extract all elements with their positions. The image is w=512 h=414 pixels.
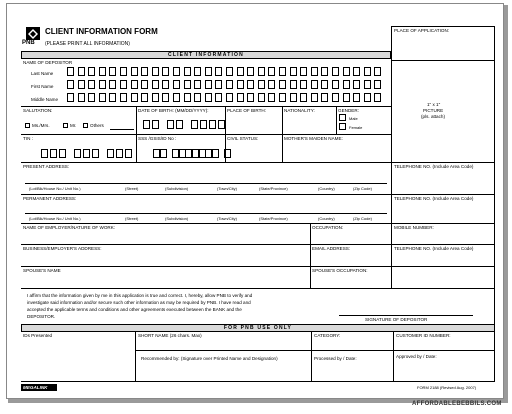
mothers-maiden-name-label: MOTHER'S MAIDEN NAME:	[284, 136, 343, 141]
char-box[interactable]	[152, 120, 159, 129]
form-subtitle: (PLEASE PRINT ALL INFORMATION)	[45, 41, 130, 47]
present-lot-hint: (Lot/Blk/House No./ Unit No.)	[29, 186, 81, 191]
gender-label: GENDER:	[338, 108, 359, 113]
char-box[interactable]	[173, 80, 180, 89]
form-number: FORM 2188 (Revised Aug. 2007)	[417, 385, 477, 390]
char-box[interactable]	[67, 67, 74, 76]
present-town-hint: (Town/City)	[217, 186, 238, 191]
char-box[interactable]	[173, 93, 180, 102]
char-box[interactable]	[343, 67, 350, 76]
char-box[interactable]	[109, 80, 116, 89]
char-box[interactable]	[152, 80, 159, 89]
email-address-label: EMAIL ADDRESS:	[312, 246, 351, 251]
char-box[interactable]	[353, 80, 360, 89]
char-box[interactable]	[258, 67, 265, 76]
char-box[interactable]	[300, 93, 307, 102]
gender-female-checkbox[interactable]	[339, 123, 346, 130]
char-box[interactable]	[268, 67, 275, 76]
salutation-ms-checkbox[interactable]	[25, 123, 30, 128]
char-box[interactable]	[88, 80, 95, 89]
form-page	[6, 3, 504, 399]
permanent-address-input[interactable]	[25, 213, 387, 214]
picture-label: PICTURE	[423, 108, 444, 113]
business-telephone-label: TELEPHONE NO. (Include Area Code)	[394, 246, 474, 251]
char-box[interactable]	[120, 80, 127, 89]
char-box[interactable]	[120, 67, 127, 76]
char-box[interactable]	[258, 80, 265, 89]
permanent-town-hint: (Town/City)	[217, 216, 238, 221]
signature-label: SIGNATURE OF DEPOSITOR	[365, 317, 428, 322]
char-box[interactable]	[237, 67, 244, 76]
affirmation-line-2: investigate said information and/or secure such other information as may be required by PNB. I have read and	[27, 300, 251, 305]
tin-label: TIN :	[23, 136, 33, 141]
present-address-label: PRESENT ADDRESS:	[23, 164, 70, 169]
char-box[interactable]	[226, 67, 233, 76]
gender-male-checkbox[interactable]	[339, 114, 346, 121]
char-box[interactable]	[125, 149, 132, 158]
char-box[interactable]	[141, 93, 148, 102]
char-box[interactable]	[247, 80, 254, 89]
char-box[interactable]	[99, 93, 106, 102]
spouse-name-label: SPOUSE'S NAME	[23, 268, 61, 273]
salutation-others-checkbox[interactable]	[83, 123, 88, 128]
char-box[interactable]	[332, 80, 339, 89]
char-box[interactable]	[152, 67, 159, 76]
recommended-by-label: Recommended by: (Signature over Printed Name and Designation)	[141, 356, 278, 361]
char-box[interactable]	[279, 80, 286, 89]
char-box[interactable]	[247, 67, 254, 76]
char-box[interactable]	[343, 93, 350, 102]
char-box[interactable]	[374, 67, 381, 76]
char-box[interactable]	[143, 120, 150, 129]
char-box[interactable]	[215, 80, 222, 89]
char-box[interactable]	[321, 67, 328, 76]
ids-presented-label: IDs Presented	[23, 333, 53, 338]
others-label: Others	[90, 123, 104, 128]
permanent-lot-hint: (Lot/Blk/House No./ Unit No.)	[29, 216, 81, 221]
affirmation-line-4: DEPOSITOR.	[27, 314, 56, 319]
salutation-label: SALUTATION:	[23, 108, 53, 113]
present-zip-hint: (Zip Code)	[353, 186, 372, 191]
char-box[interactable]	[311, 80, 318, 89]
megalink-logo	[21, 384, 57, 391]
others-field[interactable]	[110, 129, 134, 130]
business-address-label: BUSINESS/EMPLOYER'S ADDRESS:	[23, 246, 102, 251]
char-box[interactable]	[50, 149, 57, 158]
civil-status-label: CIVIL STATUS:	[227, 136, 259, 141]
char-box[interactable]	[268, 80, 275, 89]
char-box[interactable]	[300, 67, 307, 76]
char-box[interactable]	[184, 67, 191, 76]
spouse-occupation-label: SPOUSE'S OCCUPATION:	[312, 268, 368, 273]
char-box[interactable]	[364, 93, 371, 102]
present-street-hint: (Street)	[125, 186, 139, 191]
char-box[interactable]	[116, 149, 123, 158]
char-box[interactable]	[212, 149, 219, 158]
watermark-text: AFFORDABLEBEBBILS.COM	[412, 401, 502, 407]
char-box[interactable]	[237, 80, 244, 89]
char-box[interactable]	[88, 93, 95, 102]
section-client-information: CLIENT INFORMATION	[21, 51, 391, 59]
char-box[interactable]	[194, 93, 201, 102]
char-box[interactable]	[78, 93, 85, 102]
char-box[interactable]	[215, 67, 222, 76]
char-box[interactable]	[200, 120, 207, 129]
char-box[interactable]	[226, 93, 233, 102]
page-shadow-right	[504, 5, 508, 403]
permanent-state-hint: (State/Province)	[259, 216, 288, 221]
char-box[interactable]	[237, 93, 244, 102]
char-box[interactable]	[311, 93, 318, 102]
nationality-label: NATIONALITY:	[284, 108, 315, 113]
name-of-depositor-label: NAME OF DEPOSITOR	[23, 60, 73, 65]
affirmation-line-1: I affirm that the information given by me in this application is true and correct. I, hereby, allow PNB to verify and	[27, 293, 253, 298]
char-box[interactable]	[247, 93, 254, 102]
char-box[interactable]	[141, 80, 148, 89]
affirmation-line-3: accepted the applicable terms and conditions and other agreements executed between the BANK and the	[27, 307, 242, 312]
char-box[interactable]	[311, 67, 318, 76]
mr-label: Mr.	[70, 123, 77, 128]
char-box[interactable]	[109, 67, 116, 76]
char-box[interactable]	[353, 67, 360, 76]
processed-by-label: Processed by / Date:	[314, 356, 357, 361]
char-box[interactable]	[67, 93, 74, 102]
mobile-number-label: MOBILE NUMBER:	[394, 225, 434, 230]
char-box[interactable]	[92, 149, 99, 158]
char-box[interactable]	[279, 93, 286, 102]
char-box[interactable]	[160, 149, 167, 158]
present-subdivision-hint: (Subdivision)	[165, 186, 189, 191]
char-box[interactable]	[290, 80, 297, 89]
permanent-zip-hint: (Zip Code)	[353, 216, 372, 221]
char-box[interactable]	[152, 93, 159, 102]
picture-attach: (pls. attach)	[421, 114, 445, 119]
char-box[interactable]	[41, 149, 48, 158]
char-box[interactable]	[173, 67, 180, 76]
char-box[interactable]	[209, 120, 216, 129]
char-box[interactable]	[99, 67, 106, 76]
char-box[interactable]	[205, 93, 212, 102]
approved-by-label: Approved by / Date:	[396, 354, 437, 359]
char-box[interactable]	[83, 149, 90, 158]
present-telephone-label: TELEPHONE NO. (Include Area Code)	[394, 164, 474, 169]
form-title: CLIENT INFORMATION FORM	[45, 27, 158, 36]
male-label: Male	[349, 116, 358, 121]
char-box[interactable]	[107, 149, 114, 158]
char-box[interactable]	[99, 80, 106, 89]
char-box[interactable]	[332, 67, 339, 76]
char-box[interactable]	[374, 80, 381, 89]
char-box[interactable]	[78, 67, 85, 76]
char-box[interactable]	[176, 120, 183, 129]
place-of-application-label: PLACE OF APPLICATION:	[394, 28, 450, 33]
char-box[interactable]	[353, 93, 360, 102]
present-address-input[interactable]	[25, 183, 387, 184]
char-box[interactable]	[321, 80, 328, 89]
date-of-birth-label: DATE OF BIRTH: (MM/DD/YYYY):	[138, 108, 209, 113]
char-box[interactable]	[109, 93, 116, 102]
char-box[interactable]	[258, 93, 265, 102]
char-box[interactable]	[332, 93, 339, 102]
char-box[interactable]	[343, 80, 350, 89]
char-box[interactable]	[120, 93, 127, 102]
present-state-hint: (State/Province)	[259, 186, 288, 191]
char-box[interactable]	[218, 120, 225, 129]
char-box[interactable]	[290, 93, 297, 102]
char-box[interactable]	[141, 67, 148, 76]
short-name-label: SHORT NAME (26 chars. Max)	[138, 333, 202, 338]
char-box[interactable]	[74, 149, 81, 158]
char-box[interactable]	[194, 67, 201, 76]
char-box[interactable]	[162, 93, 169, 102]
char-box[interactable]	[364, 80, 371, 89]
sss-label: SSS /GSIS/ID No :	[138, 136, 177, 141]
female-label: Female	[349, 125, 363, 130]
char-box[interactable]	[59, 149, 66, 158]
char-box[interactable]	[194, 80, 201, 89]
char-box[interactable]	[215, 93, 222, 102]
char-box[interactable]	[131, 67, 138, 76]
employer-label: NAME OF EMPLOYER/NATURE OF WORK:	[23, 225, 116, 230]
last-name-label: Last Name	[31, 71, 54, 76]
char-box[interactable]	[300, 80, 307, 89]
char-box[interactable]	[67, 80, 74, 89]
logo-text: PNB	[22, 40, 35, 46]
salutation-mr-checkbox[interactable]	[63, 123, 68, 128]
char-box[interactable]	[205, 67, 212, 76]
char-box[interactable]	[364, 67, 371, 76]
place-of-birth-label: PLACE OF BIRTH:	[227, 108, 266, 113]
char-box[interactable]	[162, 67, 169, 76]
char-box[interactable]	[184, 93, 191, 102]
permanent-address-label: PERMANENT ADDRESS:	[23, 196, 77, 201]
section-pnb-use-only: FOR PNB USE ONLY	[21, 324, 495, 332]
present-country-hint: (Country)	[318, 186, 335, 191]
first-name-label: First Name	[31, 84, 54, 89]
char-box[interactable]	[191, 120, 198, 129]
char-box[interactable]	[374, 93, 381, 102]
customer-id-label: CUSTOMER ID NUMBER:	[396, 333, 451, 338]
char-box[interactable]	[184, 80, 191, 89]
char-box[interactable]	[88, 67, 95, 76]
char-box[interactable]	[131, 93, 138, 102]
char-box[interactable]	[268, 93, 275, 102]
char-box[interactable]	[131, 80, 138, 89]
permanent-country-hint: (Country)	[318, 216, 335, 221]
char-box[interactable]	[205, 80, 212, 89]
middle-name-label: Middle Name	[31, 97, 59, 102]
char-box[interactable]	[226, 80, 233, 89]
picture-size: 1" x 1"	[427, 102, 441, 107]
signature-line[interactable]	[339, 315, 473, 316]
megalink-text: MEGALINK	[23, 385, 48, 390]
char-box[interactable]	[78, 80, 85, 89]
permanent-subdivision-hint: (Subdivision)	[165, 216, 189, 221]
category-label: CATEGORY:	[314, 333, 341, 338]
char-box[interactable]	[167, 120, 174, 129]
permanent-telephone-label: TELEPHONE NO. (Include Area Code)	[394, 196, 474, 201]
ms-mrs-label: Ms./Mrs.	[32, 123, 50, 128]
char-box[interactable]	[290, 67, 297, 76]
char-box[interactable]	[279, 67, 286, 76]
occupation-label: OCCUPATION:	[312, 225, 344, 230]
permanent-street-hint: (Street)	[125, 216, 139, 221]
char-box[interactable]	[321, 93, 328, 102]
char-box[interactable]	[162, 80, 169, 89]
